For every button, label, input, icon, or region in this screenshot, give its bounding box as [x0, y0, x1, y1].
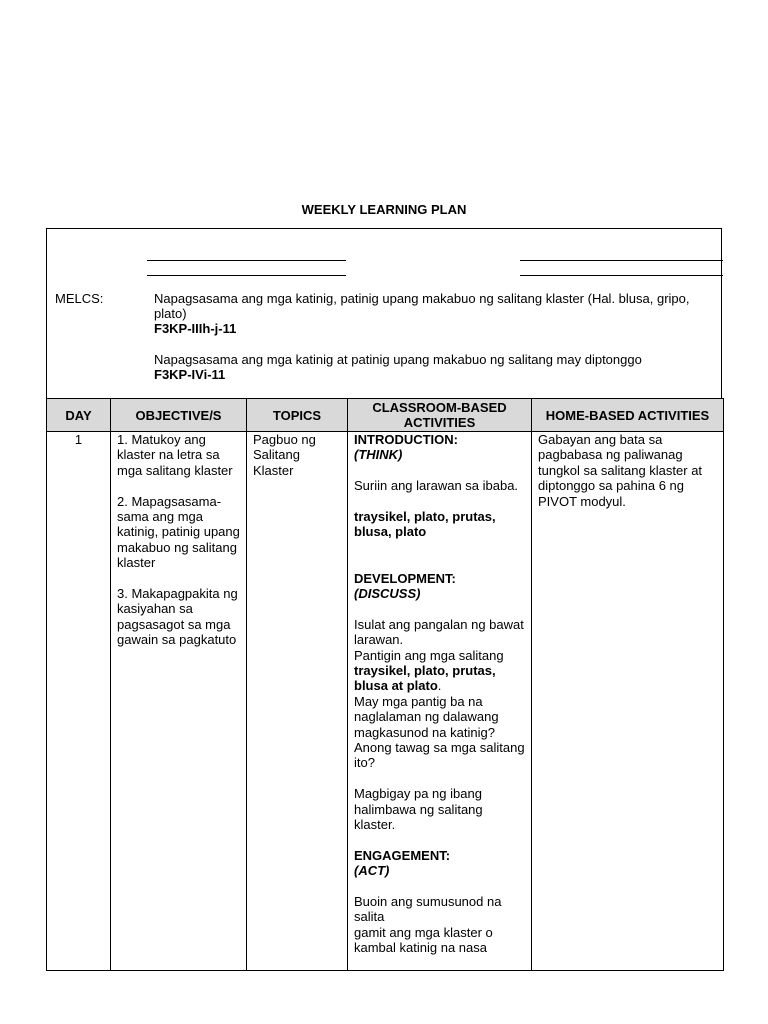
development-text-2-prefix: Pantigin ang mga salitang	[354, 647, 504, 663]
introduction-text: Suriin ang larawan sa ibaba.	[354, 478, 519, 494]
header-info-box	[46, 228, 722, 399]
header-day: DAY	[47, 399, 111, 432]
table-row	[47, 432, 724, 971]
introduction-heading: INTRODUCTION:	[354, 432, 458, 447]
development-words: traysikel, plato, prutas, blusa at plato	[354, 663, 496, 694]
development-text-4: Magbigay pa ng ibang halimbawa ng salitang klaster.	[354, 786, 483, 833]
development-subheading: (DISCUSS)	[354, 586, 421, 601]
development-text-3: May mga pantig ba na naglalaman ng dalawang magkasunod na katinig? Anong tawag sa mga salitang ito?	[354, 693, 525, 771]
objective-item: 2. Mapagsasama-sama ang mga katinig, patinig upang makabuo ng salitang klaster	[117, 493, 240, 571]
melcs-code-1: F3KP-IIIh-j-11	[154, 321, 237, 336]
engagement-text-2: gamit ang mga klaster o kambal katinig na nasa	[354, 924, 493, 956]
page-title: WEEKLY LEARNING PLAN	[301, 202, 467, 217]
cell-classroom-activities	[348, 432, 532, 971]
header-topics: TOPICS	[247, 399, 348, 432]
introduction-words: traysikel, plato, prutas, blusa, plato	[354, 509, 496, 540]
melcs-list	[154, 291, 714, 382]
melcs-text-2: Napagsasama ang mga katinig at patinig upang makabuo ng salitang may diptonggo	[154, 352, 642, 367]
engagement-subheading: (ACT)	[354, 863, 390, 879]
blank-line-right-1	[520, 260, 723, 261]
table-header-row	[47, 399, 724, 432]
engagement-text-1: Buoin ang sumusunod na salita	[354, 894, 502, 925]
blank-line-left-2	[147, 275, 346, 276]
melcs-label: MELCS:	[55, 291, 104, 306]
melcs-code-2: F3KP-IVi-11	[154, 367, 226, 382]
header-home-activities: HOME-BASED ACTIVITIES	[532, 399, 724, 432]
engagement-heading: ENGAGEMENT:	[354, 847, 451, 863]
melcs-text-1: Napagsasama ang mga katinig, patinig upang makabuo ng salitang klaster (Hal. blusa, gripo, plato)	[154, 291, 690, 321]
cell-day: 1	[47, 432, 111, 971]
development-text-1: Isulat ang pangalan ng bawat larawan.	[354, 616, 524, 648]
development-period: .	[437, 678, 442, 694]
objective-item: 3. Makapagpakita ng kasiyahan sa pagsasagot sa mga gawain sa pagkatuto	[117, 586, 238, 648]
learning-plan-table	[46, 398, 724, 971]
cell-home-activities: Gabayan ang bata sa pagbabasa ng paliwanag tungkol sa salitang klaster at diptonggo sa pahina 6 ng PIVOT modyul.	[532, 432, 724, 971]
header-objectives: OBJECTIVE/S	[111, 399, 247, 432]
objective-item: 1. Matukoy ang klaster na letra sa mga salitang klaster	[117, 432, 233, 478]
development-text-2	[354, 648, 525, 694]
development-heading: DEVELOPMENT:	[354, 570, 456, 586]
header-classroom-activities: CLASSROOM-BASED ACTIVITIES	[348, 399, 532, 432]
cell-objectives	[111, 432, 247, 971]
blank-line-right-2	[520, 275, 723, 276]
blank-line-left-1	[147, 260, 346, 261]
introduction-subheading: (THINK)	[354, 447, 403, 463]
cell-topic: Pagbuo ng Salitang Klaster	[247, 432, 348, 971]
